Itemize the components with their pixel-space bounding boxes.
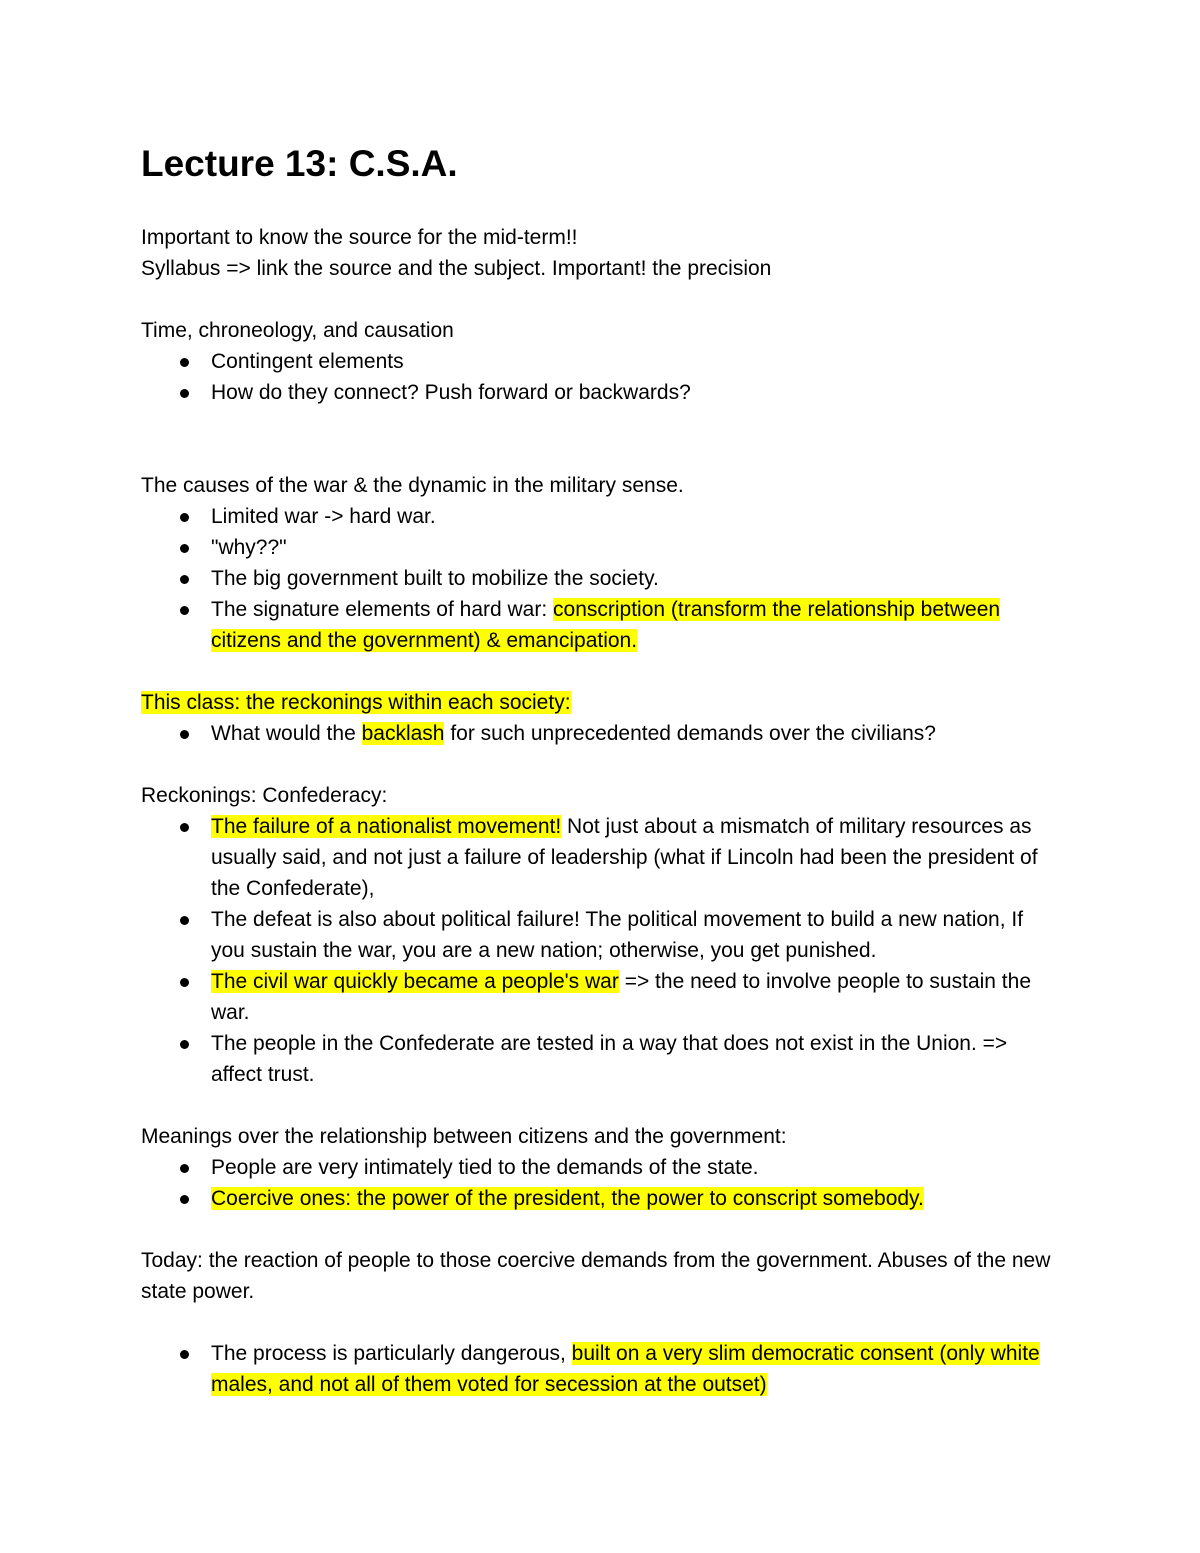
highlighted-text: backlash bbox=[361, 722, 445, 745]
list-this-class bbox=[141, 718, 1061, 749]
section-heading-time: Time, chroneology, and causation bbox=[141, 319, 454, 342]
list-item: How do they connect? Push forward or backwards? bbox=[141, 377, 1061, 408]
list-item: Contingent elements bbox=[141, 346, 1061, 377]
bullet-icon bbox=[180, 730, 189, 739]
section-heading-this-class bbox=[141, 687, 1061, 718]
section-heading-meanings: Meanings over the relationship between citizens and the government: bbox=[141, 1125, 787, 1148]
list-item bbox=[141, 1183, 1061, 1214]
list-item: The failure of a nationalist movement! Not just about a mismatch of military resources as usually said, and not just a failure of leadership (what if Lincoln had been the president of the Confederate), bbox=[141, 811, 1061, 904]
list-item: People are very intimately tied to the demands of the state. bbox=[141, 1152, 1061, 1183]
list-today bbox=[141, 1338, 1061, 1400]
section-heading-reckonings: Reckonings: Confederacy: bbox=[141, 784, 388, 807]
list-causes bbox=[141, 501, 1061, 656]
bullet-icon bbox=[180, 358, 189, 367]
highlighted-text: This class: the reckonings within each society: bbox=[141, 691, 571, 714]
list-item: The big government built to mobilize the society. bbox=[141, 563, 1061, 594]
section-heading-causes: The causes of the war & the dynamic in the military sense. bbox=[141, 474, 684, 497]
bullet-icon bbox=[180, 606, 189, 615]
paragraph-today: Today: the reaction of people to those coercive demands from the government. Abuses of the new state power. bbox=[141, 1249, 1051, 1303]
intro-line-1: Important to know the source for the mid-term!! bbox=[141, 226, 578, 249]
list-meanings bbox=[141, 1152, 1061, 1214]
list-item: Limited war -> hard war. bbox=[141, 501, 1061, 532]
bullet-icon bbox=[180, 513, 189, 522]
list-item: The process is particularly dangerous, built on a very slim democratic consent (only white males, and not all of them voted for secession at the outset) bbox=[141, 1338, 1061, 1400]
bullet-icon bbox=[180, 916, 189, 925]
list-item: The civil war quickly became a people's war => the need to involve people to sustain the war. bbox=[141, 966, 1061, 1028]
highlighted-text: Coercive ones: the power of the president, the power to conscript somebody. bbox=[211, 1187, 924, 1210]
highlighted-text: The civil war quickly became a people's war bbox=[211, 970, 619, 993]
bullet-icon bbox=[180, 1164, 189, 1173]
bullet-icon bbox=[180, 978, 189, 987]
list-item: The people in the Confederate are tested in a way that does not exist in the Union. => affect trust. bbox=[141, 1028, 1061, 1090]
bullet-icon bbox=[180, 389, 189, 398]
highlighted-text: The failure of a nationalist movement! bbox=[211, 815, 562, 838]
bullet-icon bbox=[180, 823, 189, 832]
bullet-icon bbox=[180, 1350, 189, 1359]
bullet-icon bbox=[180, 1040, 189, 1049]
bullet-icon bbox=[180, 575, 189, 584]
intro-line-2: Syllabus => link the source and the subject. Important! the precision bbox=[141, 257, 772, 280]
list-time bbox=[141, 346, 1061, 408]
list-item: What would the backlash for such unprecedented demands over the civilians? bbox=[141, 718, 1061, 749]
list-reckonings bbox=[141, 811, 1061, 1090]
page-title: Lecture 13: C.S.A. bbox=[141, 143, 458, 184]
list-item: The signature elements of hard war: conscription (transform the relationship between citizens and the government) & emancipation. bbox=[141, 594, 1061, 656]
bullet-icon bbox=[180, 544, 189, 553]
highlighted-text: built on a very slim democratic consent (only white males, and not all of them voted for secession at the outset) bbox=[211, 1342, 1040, 1396]
bullet-icon bbox=[180, 1195, 189, 1204]
list-item: The defeat is also about political failure! The political movement to build a new nation, If you sustain the war, you are a new nation; otherwise, you get punished. bbox=[141, 904, 1061, 966]
document-body bbox=[141, 222, 1061, 1400]
highlighted-text: conscription (transform the relationship between citizens and the government) & emancipation. bbox=[211, 598, 1001, 652]
list-item: "why??" bbox=[141, 532, 1061, 563]
